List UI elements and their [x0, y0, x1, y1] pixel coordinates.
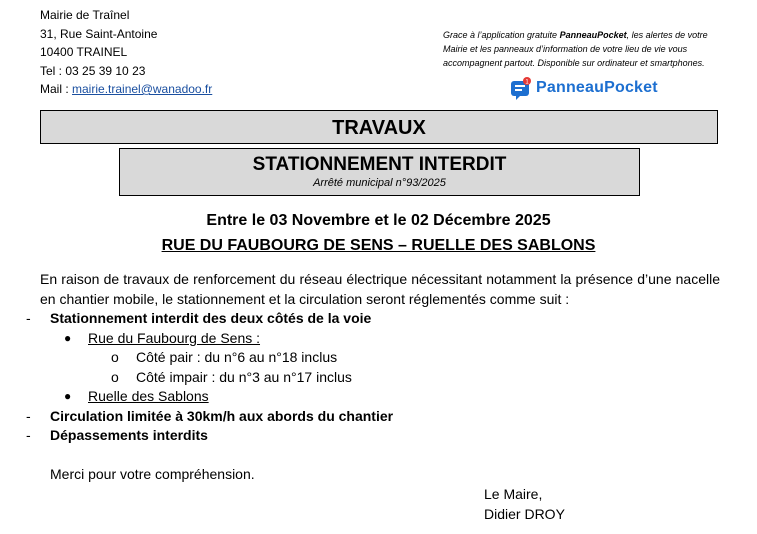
signature-name: Didier DROY	[484, 506, 565, 522]
promo-text-after: , les alertes de votre Mairie et les panneaux d’information de votre lieu de vie vous accompagnent partout. Disponible sur ordinateur et smartphones.	[443, 30, 708, 68]
mail-link[interactable]: mairie.trainel@wanadoo.fr	[72, 82, 213, 96]
address-tel: Tel : 03 25 39 10 23	[40, 63, 146, 78]
signature-role: Le Maire,	[484, 486, 543, 502]
bullet-icon: ●	[64, 389, 72, 403]
dash-marker-3: -	[26, 427, 31, 443]
list-item-even-side: Côté pair : du n°6 au n°18 inclus	[136, 349, 338, 365]
dates-line: Entre le 03 Novembre et le 02 Décembre 2025	[206, 212, 551, 229]
panneaupocket-promo	[443, 28, 720, 70]
svg-text:1: 1	[525, 79, 529, 86]
circle-bullet-icon: o	[111, 349, 119, 365]
mail-label: Mail :	[40, 82, 73, 96]
closing-text: Merci pour votre compréhension.	[50, 466, 255, 482]
logo-wordmark	[536, 79, 658, 97]
logo-text-2: Pocket	[604, 79, 658, 96]
promo-brand: PanneauPocket	[559, 30, 627, 40]
subtitle-box	[119, 148, 640, 196]
list-item-overtaking: Dépassements interdits	[50, 427, 208, 443]
address-line2: 31, Rue Saint-Antoine	[40, 26, 158, 41]
logo-text-1: Panneau	[536, 79, 605, 96]
dash-marker-2: -	[26, 408, 31, 424]
address-line3: 10400 TRAINEL	[40, 45, 128, 59]
page-title: TRAVAUX	[332, 117, 426, 139]
list-item-parking: Stationnement interdit des deux côtés de la voie	[50, 310, 372, 326]
intro-paragraph: En raison de travaux de renforcement du réseau électrique nécessitant notamment la présence d’une nacelle en chantier mobile, le stationnement et la circulation seront réglementés comme suit :	[40, 271, 720, 307]
list-item-street1: Rue du Faubourg de Sens :	[88, 330, 261, 346]
list-item-odd-side: Côté impair : du n°3 au n°17 inclus	[136, 369, 352, 385]
bullet-icon: ●	[64, 331, 72, 345]
promo-text-before: Grace à l’application gratuite	[443, 30, 560, 40]
arrete-number: Arrêté municipal n°93/2025	[313, 177, 446, 189]
mairie-address	[40, 6, 212, 99]
subtitle: STATIONNEMENT INTERDIT	[252, 154, 507, 175]
phone-notification-icon	[510, 77, 532, 99]
list-item-speed: Circulation limitée à 30km/h aux abords du chantier	[50, 408, 394, 424]
circle-bullet-icon: o	[111, 369, 119, 385]
streets-line: RUE DU FAUBOURG DE SENS – RUELLE DES SABLONS	[161, 237, 596, 254]
address-line1: Mairie de Traînel	[40, 8, 130, 22]
list-item-street2: Ruelle des Sablons	[88, 388, 209, 404]
panneaupocket-logo	[510, 74, 658, 102]
title-box	[40, 110, 718, 144]
dash-marker-1: -	[26, 310, 31, 326]
address-mail	[40, 80, 212, 99]
